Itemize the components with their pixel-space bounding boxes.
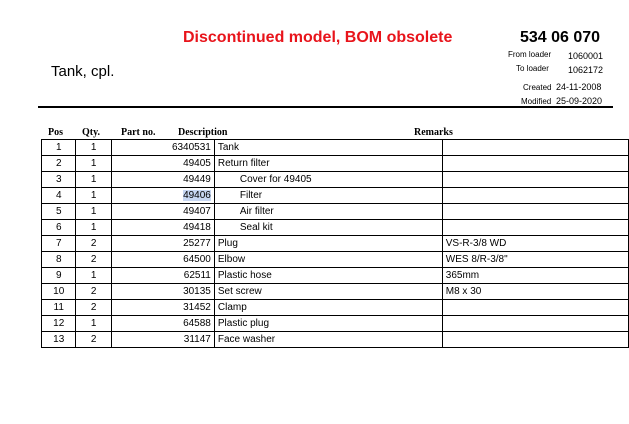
table-row bbox=[42, 300, 629, 316]
row-description: Return filter bbox=[214, 156, 442, 172]
assembly-part-number: 534 06 070 bbox=[520, 29, 601, 46]
row-description: Tank bbox=[214, 140, 442, 156]
row-pos: 2 bbox=[42, 156, 76, 172]
table-row bbox=[42, 220, 629, 236]
row-qty: 1 bbox=[76, 140, 111, 156]
row-part-number: 64588 bbox=[111, 316, 214, 332]
row-qty: 1 bbox=[76, 156, 111, 172]
row-remarks bbox=[442, 204, 628, 220]
row-part-number: 31452 bbox=[111, 300, 214, 316]
row-pos: 5 bbox=[42, 204, 76, 220]
row-pos: 3 bbox=[42, 172, 76, 188]
row-part-number: 62511 bbox=[111, 268, 214, 284]
row-remarks: M8 x 30 bbox=[442, 284, 628, 300]
bom-table bbox=[41, 139, 629, 348]
table-row bbox=[42, 140, 629, 156]
row-qty: 1 bbox=[76, 204, 111, 220]
row-qty: 2 bbox=[76, 332, 111, 348]
created-label: Created bbox=[523, 83, 552, 92]
row-remarks bbox=[442, 188, 628, 204]
obsolete-notice: Discontinued model, BOM obsolete bbox=[183, 29, 453, 46]
row-part-number: 6340531 bbox=[111, 140, 214, 156]
row-description: Seal kit bbox=[214, 220, 442, 236]
row-qty: 2 bbox=[76, 284, 111, 300]
row-part-number: 31147 bbox=[111, 332, 214, 348]
row-remarks bbox=[442, 172, 628, 188]
table-row bbox=[42, 332, 629, 348]
row-pos: 12 bbox=[42, 316, 76, 332]
row-qty: 1 bbox=[76, 188, 111, 204]
row-qty: 2 bbox=[76, 252, 111, 268]
table-row bbox=[42, 236, 629, 252]
row-pos: 6 bbox=[42, 220, 76, 236]
row-pos: 11 bbox=[42, 300, 76, 316]
row-pos: 4 bbox=[42, 188, 76, 204]
row-part-number: 49418 bbox=[111, 220, 214, 236]
row-description: Filter bbox=[214, 188, 442, 204]
row-qty: 2 bbox=[76, 236, 111, 252]
table-row bbox=[42, 284, 629, 300]
table-row bbox=[42, 188, 629, 204]
row-description: Plastic hose bbox=[214, 268, 442, 284]
row-description: Clamp bbox=[214, 300, 442, 316]
row-pos: 13 bbox=[42, 332, 76, 348]
from-loader-value: 1060001 bbox=[568, 51, 604, 61]
row-qty: 1 bbox=[76, 172, 111, 188]
to-loader-label: To loader bbox=[516, 64, 549, 73]
row-pos: 9 bbox=[42, 268, 76, 284]
modified-date: 25-09-2020 bbox=[556, 96, 603, 106]
row-description: Set screw bbox=[214, 284, 442, 300]
row-remarks bbox=[442, 300, 628, 316]
row-pos: 10 bbox=[42, 284, 76, 300]
row-remarks: VS-R-3/8 WD bbox=[442, 236, 628, 252]
page-title: Tank, cpl. bbox=[51, 63, 115, 80]
table-row bbox=[42, 172, 629, 188]
row-part-number: 30135 bbox=[111, 284, 214, 300]
col-header-remarks: Remarks bbox=[414, 127, 453, 138]
row-qty: 1 bbox=[76, 268, 111, 284]
row-remarks bbox=[442, 332, 628, 348]
row-description: Cover for 49405 bbox=[214, 172, 442, 188]
row-description: Face washer bbox=[214, 332, 442, 348]
row-remarks: WES 8/R-3/8" bbox=[442, 252, 628, 268]
row-part-number: 49405 bbox=[111, 156, 214, 172]
row-remarks bbox=[442, 140, 628, 156]
table-row bbox=[42, 252, 629, 268]
row-description: Elbow bbox=[214, 252, 442, 268]
row-remarks bbox=[442, 220, 628, 236]
col-header-pos: Pos bbox=[48, 127, 63, 138]
modified-label: Modified bbox=[521, 97, 552, 106]
row-remarks: 365mm bbox=[442, 268, 628, 284]
row-part-number: 49449 bbox=[111, 172, 214, 188]
row-pos: 8 bbox=[42, 252, 76, 268]
col-header-qty: Qty. bbox=[82, 127, 101, 138]
col-header-description: Description bbox=[178, 127, 228, 138]
row-description: Plug bbox=[214, 236, 442, 252]
row-pos: 1 bbox=[42, 140, 76, 156]
table-row bbox=[42, 204, 629, 220]
row-part-number: 49407 bbox=[111, 204, 214, 220]
created-date: 24-11-2008 bbox=[556, 82, 602, 92]
row-description: Plastic plug bbox=[214, 316, 442, 332]
to-loader-value: 1062172 bbox=[568, 65, 604, 75]
row-part-number: 25277 bbox=[111, 236, 214, 252]
row-remarks bbox=[442, 316, 628, 332]
table-row bbox=[42, 268, 629, 284]
col-header-part-no: Part no. bbox=[121, 127, 156, 138]
table-row bbox=[42, 316, 629, 332]
table-row bbox=[42, 156, 629, 172]
row-remarks bbox=[442, 156, 628, 172]
row-qty: 2 bbox=[76, 300, 111, 316]
row-description: Air filter bbox=[214, 204, 442, 220]
row-qty: 1 bbox=[76, 220, 111, 236]
from-loader-label: From loader bbox=[508, 50, 552, 59]
header-divider bbox=[38, 106, 613, 108]
row-part-number: 64500 bbox=[111, 252, 214, 268]
row-pos: 7 bbox=[42, 236, 76, 252]
row-part-number: 49406 bbox=[111, 188, 214, 204]
row-qty: 1 bbox=[76, 316, 111, 332]
